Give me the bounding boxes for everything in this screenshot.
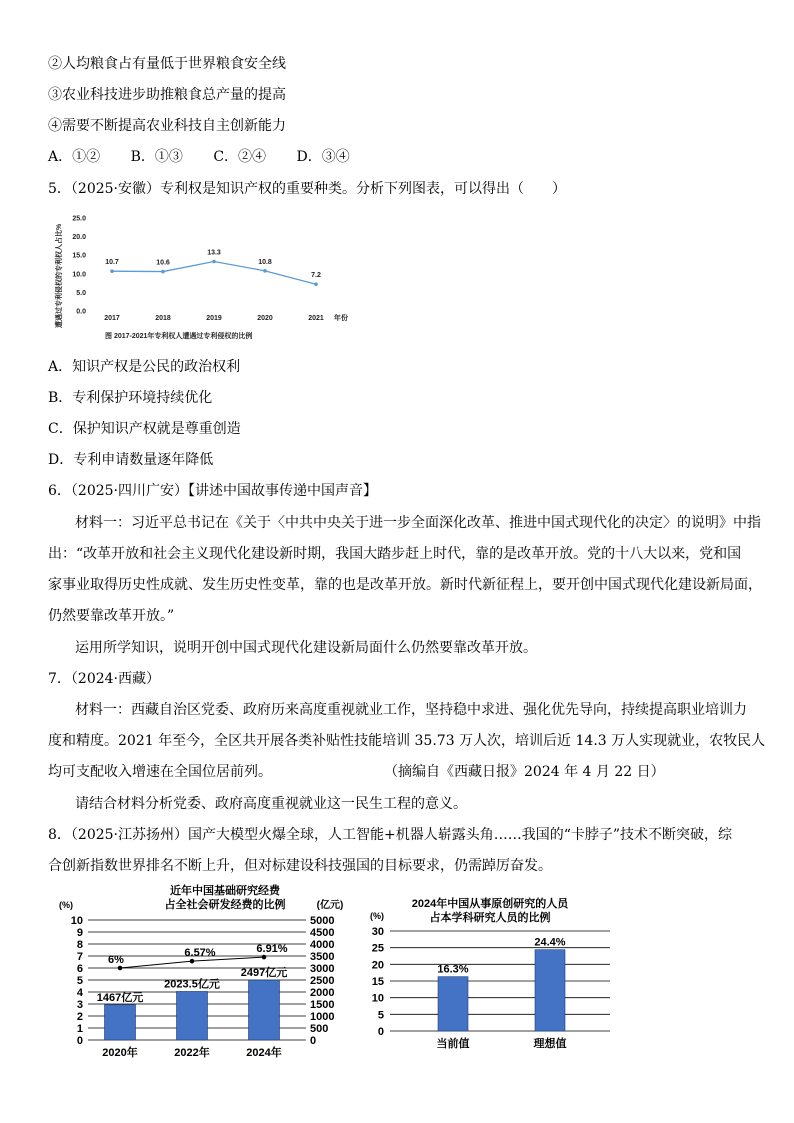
q6-material-line-3: 家事业取得历史性成就、发生历史性变革，靠的也是改革开放。新时代新征程上，要开创中国式现代化建设新局面，	[48, 577, 762, 593]
chart3-y-tick: 30	[371, 926, 384, 938]
chart2-ratio-label: 6.57%	[184, 947, 216, 960]
chart3-bar-label: 24.4%	[534, 936, 566, 949]
chart2-x-tick: 2020年	[102, 1047, 138, 1059]
chart2-left-tick: 4	[76, 987, 83, 999]
chart1-x-tick: 2017	[104, 315, 120, 322]
question-8-line-2: 合创新指数世界排名不断上升，但对标建设科技强国的目标要求，仍需踔厉奋发。	[48, 858, 552, 874]
chart2-left-tick: 2	[76, 1011, 83, 1023]
option-line-4: ④需要不断提高农业科技自主创新能力	[48, 118, 286, 134]
chart2-x-tick: 2024年	[246, 1047, 282, 1059]
chart2-bar	[105, 1005, 136, 1040]
chart1-y-axis-label: 遭遇过专利侵权的专利权人占比%	[56, 223, 63, 328]
q7-material-line-1: 材料一：西藏自治区党委、政府历来高度重视就业工作，坚持稳中求进、强化优先导向，持续提高职业培训力	[75, 702, 747, 718]
chart3-y-tick: 20	[371, 959, 384, 972]
chart1-data-label: 10.8	[258, 258, 272, 266]
chart1-data-label: 13.3	[207, 249, 221, 257]
chart3-title-line-1: 2024年中国从事原创研究的人员	[411, 898, 569, 910]
option-line-3: ③农业科技进步助推粮食总产量的提高	[48, 87, 286, 103]
question-7: 7．（2024·西藏）	[48, 671, 160, 687]
chart2-bar-label: 2023.5亿元	[164, 978, 220, 991]
chart1-y-tick: 20.0	[72, 234, 86, 242]
chart2-left-tick: 9	[76, 927, 83, 939]
chart1-data-label: 10.7	[105, 259, 119, 267]
chart2-right-tick: 5000	[310, 915, 335, 927]
chart3-x-tick: 当前值	[436, 1038, 470, 1050]
q4-option-d: D．③④	[296, 149, 350, 165]
q5-option-a: A．知识产权是公民的政治权利	[48, 359, 241, 375]
chart1-data-label: 10.6	[156, 259, 170, 267]
chart3-bar	[535, 950, 565, 1031]
chart2-left-unit: (%)	[59, 900, 73, 910]
chart2-x-tick: 2022年	[174, 1047, 210, 1059]
chart2-left-tick: 3	[76, 999, 83, 1011]
chart2-ratio-point	[118, 966, 123, 971]
chart2-right-tick: 4000	[310, 939, 335, 951]
chart2-left-tick: 1	[76, 1023, 83, 1035]
chart1-y-tick: 15.0	[72, 252, 86, 260]
q4-option-c: C．②④	[213, 149, 267, 165]
chart2-bar	[249, 980, 280, 1040]
q4-option-a: A．①②	[48, 149, 101, 165]
q4-answer-options	[48, 148, 376, 166]
chart2-right-tick: 4500	[310, 927, 335, 939]
chart3-bar	[438, 977, 468, 1031]
question-5: 5．（2025·安徽）专利权是知识产权的重要种类。分析下列图表，可以得出（ ）	[48, 181, 566, 197]
chart2-right-unit: (亿元)	[316, 900, 344, 911]
chart1-data-point	[263, 269, 267, 273]
chart3-unit: (%)	[370, 911, 384, 921]
original-research-personnel-chart	[365, 893, 625, 1053]
chart3-y-tick: 0	[377, 1026, 384, 1038]
chart1-y-tick: 25.0	[72, 215, 86, 223]
chart2-bar-label: 1467亿元	[96, 991, 144, 1004]
chart2-left-tick: 7	[76, 951, 83, 963]
question-8-line-1: 8．（2025·江苏扬州）国产大模型火爆全球，人工智能+机器人崭露头角……我国的“卡脖子”技术不断突破，综	[48, 827, 733, 843]
chart2-title-line-2: 占全社会研发经费的比例	[164, 899, 286, 911]
chart1-y-tick: 5.0	[76, 289, 86, 297]
chart3-bar-label: 16.3%	[437, 963, 469, 976]
chart3-y-tick: 10	[371, 992, 384, 1005]
q7-source-citation: （摘编自《西藏日报》2024 年 4 月 22 日）	[384, 764, 665, 780]
q4-option-b: B．①③	[130, 149, 183, 165]
chart1-data-point	[212, 260, 216, 264]
chart2-left-tick: 6	[76, 963, 83, 975]
chart1-title: 图 2017-2021年专利权人遭遇过专利侵权的比例	[105, 333, 253, 340]
basic-research-funding-chart	[50, 880, 380, 1065]
q7-material-line-3: 均可支配收入增速在全国位居前列。	[48, 764, 272, 780]
chart3-y-tick: 25	[371, 942, 384, 955]
chart2-ratio-point	[190, 959, 195, 964]
q5-option-d: D．专利申请数量逐年降低	[48, 452, 214, 468]
chart1-x-tick: 2020	[257, 315, 273, 322]
chart2-title-line-1: 近年中国基础研究经费	[170, 885, 280, 897]
chart2-bar-label: 2497亿元	[240, 967, 288, 980]
q5-option-c: C．保护知识产权就是尊重创造	[48, 421, 241, 437]
chart3-title-line-2: 占本学科研究人员的比例	[429, 912, 551, 924]
chart3-y-tick: 15	[371, 976, 384, 988]
chart2-right-tick: 3500	[310, 951, 335, 963]
option-line-2: ②人均粮食占有量低于世界粮食安全线	[48, 56, 286, 72]
chart2-right-tick: 2500	[310, 975, 335, 987]
q7-material-line-2: 度和精度。2021 年至今，全区共开展各类补贴性技能培训 35.73 万人次，培训后近 14.3 万人实现就业，农牧民人	[48, 733, 766, 749]
chart3-y-tick: 5	[377, 1009, 384, 1022]
q7-prompt: 请结合材料分析党委、政府高度重视就业这一民生工程的意义。	[75, 796, 467, 812]
chart2-right-tick: 3000	[310, 963, 335, 975]
question-6: 6．（2025·四川广安）【讲述中国故事传递中国声音】	[48, 483, 377, 499]
q6-prompt: 运用所学知识，说明开创中国式现代化建设新局面什么仍然要靠改革开放。	[75, 640, 537, 656]
chart1-data-point	[110, 269, 114, 273]
chart1-y-tick: 10.0	[72, 271, 86, 279]
q5-option-b: B．专利保护环境持续优化	[48, 390, 213, 406]
chart1-x-tick: 2021	[308, 315, 324, 322]
q6-material-line-1: 材料一：习近平总书记在《关于〈中共中央关于进一步全面深化改革、推进中国式现代化的决定〉的说明》中指	[75, 515, 761, 531]
chart2-right-tick: 1000	[310, 1011, 335, 1023]
chart3-x-tick: 理想值	[533, 1038, 567, 1050]
chart2-ratio-point	[262, 955, 267, 960]
q6-material-line-4: 仍然要靠改革开放。”	[48, 608, 175, 624]
chart1-x-tick: 2019	[206, 315, 222, 322]
q6-material-line-2: 出：“改革开放和社会主义现代化建设新时期，我国大踏步赶上时代，靠的是改革开放。党的十八大以来，党和国	[48, 546, 742, 562]
chart1-y-tick: 0.0	[76, 308, 86, 316]
chart1-x-axis-label: 年份	[334, 315, 348, 322]
chart2-ratio-label: 6%	[108, 954, 124, 966]
patent-infringement-line-chart	[50, 208, 370, 343]
chart2-right-tick: 500	[310, 1023, 329, 1035]
chart1-data-point	[314, 282, 318, 286]
chart2-left-tick: 0	[76, 1035, 83, 1047]
chart1-data-point	[161, 270, 165, 274]
chart2-left-tick: 10	[70, 915, 83, 927]
chart1-x-tick: 2018	[155, 315, 171, 322]
chart2-right-tick: 2000	[310, 987, 335, 999]
chart2-ratio-label: 6.91%	[256, 943, 288, 956]
chart1-data-label: 7.2	[311, 272, 321, 280]
chart2-right-tick: 1500	[310, 999, 335, 1011]
chart2-bar	[177, 991, 208, 1040]
chart2-right-tick: 0	[310, 1035, 317, 1047]
chart2-left-tick: 8	[76, 939, 83, 951]
chart2-left-tick: 5	[76, 975, 83, 987]
